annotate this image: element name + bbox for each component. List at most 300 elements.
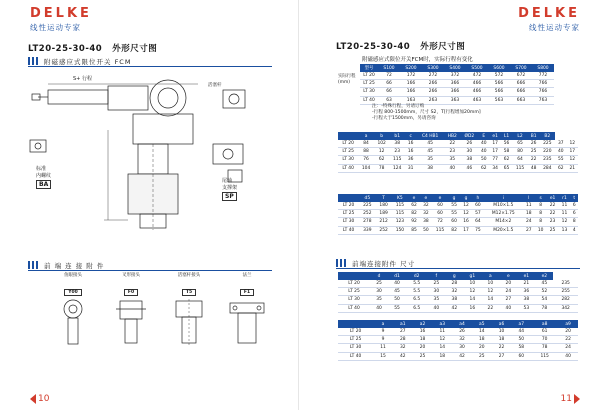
table-cell: 8: [570, 218, 578, 226]
table-cell: 366: [444, 80, 466, 88]
accessory-code: T5: [182, 289, 196, 296]
t5-body: [338, 328, 578, 360]
table-cell: 27: [499, 296, 517, 304]
table-cell: 11: [373, 344, 393, 352]
table-row: [338, 336, 578, 344]
table-cell: 26: [528, 140, 540, 148]
table-cell: LT 40: [360, 96, 378, 104]
table-cell: 12: [374, 148, 390, 156]
col-header: g: [445, 272, 463, 280]
table-cell: M20×1.5: [484, 226, 523, 234]
inner-thread-label: 内螺纹: [36, 173, 52, 179]
table-cell: 55: [448, 210, 460, 218]
page-title: [336, 40, 465, 52]
table-cell: 78: [535, 304, 553, 312]
page-number-left: [30, 394, 49, 404]
table-cell: 22: [528, 156, 540, 164]
left-page: [0, 0, 299, 410]
table-cell: 23: [444, 148, 461, 156]
table-row: [338, 296, 578, 304]
col-header: e1: [547, 194, 559, 202]
tail-support-label: 支撑架: [222, 185, 238, 191]
table-cell: 92: [408, 218, 420, 226]
table-cell: 115: [392, 202, 408, 210]
table-cell: 22: [558, 336, 578, 344]
table-cell: 12: [460, 202, 472, 210]
table-cell: 263: [422, 96, 444, 104]
std-thread-block: [36, 166, 51, 189]
table-cell: 62: [478, 164, 489, 172]
table-cell: 466: [466, 88, 488, 96]
table-cell: 166: [400, 88, 422, 96]
page-number-right: [561, 394, 580, 404]
section-header-accessory-dims: [336, 258, 580, 269]
brand-slogan: 线性运动专家: [30, 23, 81, 32]
table-cell: 16: [405, 148, 416, 156]
table-cell: 252: [375, 226, 391, 234]
table-cell: LT 25: [338, 336, 373, 344]
table-cell: 57: [472, 210, 484, 218]
col-header: [338, 132, 358, 140]
col-header: a5: [472, 320, 492, 328]
table-cell: LT 40: [338, 304, 370, 312]
table-header-row: [360, 64, 554, 72]
table-cell: 88: [358, 148, 374, 156]
table-cell: 24: [558, 344, 578, 352]
col-header: S600: [488, 64, 510, 72]
table-cell: 45: [535, 280, 553, 288]
table-cell: 666: [510, 80, 532, 88]
table-cell: 54: [535, 296, 553, 304]
table-row: [338, 352, 578, 360]
table-cell: 82: [408, 210, 420, 218]
table-cell: 60: [432, 210, 448, 218]
table-cell: 32: [393, 344, 413, 352]
table-cell: 563: [488, 96, 510, 104]
brand-logo: [30, 6, 92, 33]
table-cell: 40: [478, 148, 489, 156]
dimension-table-b: [338, 194, 578, 235]
table-cell: LT 30: [360, 88, 378, 96]
table-cell: 572: [488, 72, 510, 80]
table-cell: 40: [499, 304, 517, 312]
table-row: [338, 288, 578, 296]
table-cell: 115: [512, 164, 528, 172]
col-header: t: [570, 194, 578, 202]
col-header: a4: [452, 320, 472, 328]
table-cell: 463: [466, 96, 488, 104]
table-cell: 8: [535, 202, 547, 210]
table-cell: M10×1.5: [484, 202, 523, 210]
table-cell: 12: [460, 210, 472, 218]
table-cell: 22: [547, 202, 559, 210]
table-cell: 21: [517, 280, 535, 288]
accessory-code: F1: [240, 289, 254, 296]
table-cell: 339: [359, 226, 375, 234]
table-cell: 60: [432, 202, 448, 210]
table-cell: 38: [461, 156, 478, 164]
table-cell: LT 30: [338, 156, 358, 164]
t3-head: [338, 194, 578, 202]
table-cell: 17: [460, 226, 472, 234]
table-cell: 235: [553, 280, 578, 288]
table-cell: 166: [400, 80, 422, 88]
table-cell: 56: [501, 140, 512, 148]
table-cell: 466: [466, 80, 488, 88]
table-cell: 12: [432, 336, 452, 344]
table-row: [338, 226, 578, 234]
table-cell: 35: [416, 156, 444, 164]
table-cell: 115: [392, 210, 408, 218]
table-cell: 14: [472, 328, 492, 336]
table-cell: M12×1.75: [484, 210, 523, 218]
table-cell: 15: [373, 352, 393, 360]
table-cell: 28: [393, 336, 413, 344]
table-cell: 25: [528, 148, 540, 156]
table-cell: 104: [358, 164, 374, 172]
technical-drawing: [28, 70, 268, 240]
table-cell: 25: [547, 226, 559, 234]
table-cell: 16: [463, 304, 481, 312]
table-cell: 50: [478, 156, 489, 164]
t5-head: [338, 320, 578, 328]
col-header: a: [481, 272, 499, 280]
table-cell: 52: [535, 288, 553, 296]
table-cell: 21: [567, 164, 579, 172]
table-cell: 10: [481, 280, 499, 288]
table-cell: 27: [492, 352, 512, 360]
page-number-text: 10: [38, 394, 50, 404]
table-cell: 342: [553, 304, 578, 312]
table-row: [360, 80, 554, 88]
table-cell: 180: [375, 202, 391, 210]
table-cell: 11: [559, 202, 571, 210]
table-cell: 50: [511, 336, 531, 344]
table-cell: 123: [392, 218, 408, 226]
accessory-table-a: [338, 272, 578, 313]
table-cell: 62: [555, 164, 566, 172]
table-cell: 40: [427, 304, 445, 312]
table-cell: 45: [416, 148, 444, 156]
stroke-table: [338, 64, 554, 105]
col-header: a3: [432, 320, 452, 328]
table-cell: 35: [427, 296, 445, 304]
table-cell: 212: [375, 218, 391, 226]
table-cell: 12: [481, 288, 499, 296]
table-cell: 5.5: [406, 280, 427, 288]
col-header: a7: [511, 320, 531, 328]
table-cell: LT 25: [338, 210, 359, 218]
section-stripes-icon: [28, 261, 38, 269]
table-cell: 284: [540, 164, 556, 172]
table-cell: LT 20: [338, 280, 370, 288]
std-label: 标准: [36, 166, 47, 172]
col-header: e: [408, 194, 420, 202]
table-cell: 75: [472, 226, 484, 234]
col-header: a2: [413, 320, 433, 328]
table-row: [338, 164, 578, 172]
table-cell: 38: [445, 296, 463, 304]
page-arrow-right-icon: [574, 394, 580, 404]
table-cell: 20: [499, 280, 517, 288]
col-header: B1: [528, 132, 540, 140]
table-cell: 472: [466, 72, 488, 80]
col-header: g1: [463, 272, 481, 280]
table-cell: 30: [370, 288, 388, 296]
col-header: [338, 272, 370, 280]
t4-body: [338, 280, 578, 312]
table-cell: LT 20: [338, 140, 358, 148]
brand-slogan: 线性运动专家: [529, 23, 580, 32]
table-cell: 62: [374, 156, 390, 164]
table-cell: LT 25: [360, 80, 378, 88]
right-page: [302, 0, 600, 410]
table-cell: 50: [420, 226, 432, 234]
table-cell: 18: [432, 352, 452, 360]
col-header: S200: [400, 64, 422, 72]
section-title: 附磁感应式限位开关 FCM: [44, 57, 132, 66]
col-header: T: [375, 194, 391, 202]
table-cell: 10: [463, 280, 481, 288]
table-cell: 115: [531, 352, 558, 360]
section-stripes-icon: [28, 57, 38, 65]
col-header: g: [448, 194, 460, 202]
table-cell: 22: [444, 140, 461, 148]
notes-block: [372, 104, 481, 122]
table-cell: 6.5: [406, 304, 427, 312]
table-cell: 42: [445, 304, 463, 312]
table-cell: 38: [420, 218, 432, 226]
table-cell: 64: [512, 156, 528, 164]
table-cell: 72: [432, 218, 448, 226]
col-header: e: [432, 194, 448, 202]
col-header: e: [499, 272, 517, 280]
table-cell: 6: [570, 210, 578, 218]
table-cell: 36: [517, 288, 535, 296]
accessory-row: [50, 272, 270, 353]
table-cell: 12: [567, 140, 579, 148]
table-cell: 10: [535, 226, 547, 234]
table-cell: 9: [373, 336, 393, 344]
table-cell: 666: [510, 88, 532, 96]
tail-label: 尾轴: [222, 178, 233, 184]
col-header: E: [478, 132, 489, 140]
table-cell: LT 25: [338, 288, 370, 296]
section-stripes-icon: [336, 259, 346, 267]
table-cell: 20: [558, 328, 578, 336]
col-header: L2: [512, 132, 528, 140]
flange-icon: [224, 297, 270, 349]
table-cell: LT 20: [338, 202, 359, 210]
table-cell: 16: [413, 328, 433, 336]
table-cell: 278: [359, 218, 375, 226]
table-row: [338, 202, 578, 210]
table-cell: 44: [511, 328, 531, 336]
col-header: b: [374, 132, 390, 140]
table-cell: 272: [422, 72, 444, 80]
accessory-item-flange: [224, 272, 270, 353]
t4-head: [338, 272, 578, 280]
table-cell: 60: [472, 202, 484, 210]
table-cell: 40: [478, 140, 489, 148]
col-header: 型号: [360, 64, 378, 72]
table-cell: 65: [501, 164, 512, 172]
brand-name: DELKE: [30, 6, 92, 21]
table-cell: 40: [444, 164, 461, 172]
sp-code-box: SP: [222, 192, 237, 201]
table-cell: 60: [448, 218, 460, 226]
table-cell: 225: [359, 202, 375, 210]
table1-caption: 附磁感应式限位开关FCM时，实际行程有变化: [362, 57, 473, 63]
table-cell: 11: [559, 210, 571, 218]
table-cell: 672: [510, 72, 532, 80]
table-cell: 32: [420, 202, 432, 210]
table-cell: 55: [555, 156, 566, 164]
table-cell: 85: [408, 226, 420, 234]
table-cell: 82: [448, 226, 460, 234]
col-header: K5: [392, 194, 408, 202]
stroke-row-label: 实际行程(mm): [338, 74, 356, 85]
table-cell: 220: [540, 148, 556, 156]
section-title: 前端连接附件 尺寸: [352, 259, 416, 268]
table-cell: 225: [540, 140, 556, 148]
table-cell: 53: [517, 304, 535, 312]
table-cell: 16: [405, 140, 416, 148]
table-cell: 40: [558, 352, 578, 360]
accessory-name: 活塞杆接头: [177, 273, 201, 278]
t2-body: [338, 140, 578, 172]
table-row: [338, 304, 578, 312]
accessory-item-fork: [108, 272, 154, 353]
table-row: [360, 88, 554, 96]
table-cell: 38: [416, 164, 444, 172]
ba-code-box: BA: [36, 180, 51, 189]
table-cell: 363: [444, 96, 466, 104]
page-arrow-left-icon: [30, 394, 36, 404]
table-cell: 65: [512, 140, 528, 148]
table-row: [338, 218, 578, 226]
table-cell: 5.5: [406, 288, 427, 296]
col-header: S100: [378, 64, 400, 72]
table-cell: 32: [445, 288, 463, 296]
fisheye-joint-icon: [50, 297, 96, 349]
table-cell: 32: [420, 210, 432, 218]
table-cell: 35: [444, 156, 461, 164]
table-cell: 14: [432, 344, 452, 352]
col-header: d5: [359, 194, 375, 202]
table-cell: 48: [528, 164, 540, 172]
table-cell: 45: [416, 140, 444, 148]
table-row: [338, 210, 578, 218]
dimension-table-a: [338, 132, 578, 173]
rod-label: 活塞杆: [208, 83, 222, 88]
accessory-code: Y00: [64, 289, 82, 296]
table-row: [338, 280, 578, 288]
col-header: a9: [558, 320, 578, 328]
table-cell: 6.5: [406, 296, 427, 304]
table-cell: 63: [378, 96, 400, 104]
model-title: LT20-25-30-40: [336, 42, 411, 52]
table-cell: 163: [400, 96, 422, 104]
col-header: e1: [517, 272, 535, 280]
table-cell: 40: [370, 304, 388, 312]
title-cn: 外形尺寸图: [112, 44, 158, 54]
accessory-item-fisheye: [50, 272, 96, 353]
table-cell: LT 40: [338, 164, 358, 172]
table-cell: 25: [472, 352, 492, 360]
table-cell: 42: [393, 352, 413, 360]
table-row: [338, 156, 578, 164]
table-cell: 13: [559, 226, 571, 234]
table-cell: 772: [532, 72, 554, 80]
table-cell: 282: [553, 296, 578, 304]
note-line: -行程大于1500mm，另请咨询: [372, 116, 436, 121]
page-title: [28, 42, 157, 54]
table-cell: 18: [413, 336, 433, 344]
table-cell: 20: [472, 344, 492, 352]
accessory-table-b: [338, 320, 578, 361]
col-header: a: [373, 320, 393, 328]
table-cell: 70: [531, 336, 558, 344]
table-row: [338, 344, 578, 352]
table-cell: 76: [358, 156, 374, 164]
col-header: d2: [406, 272, 427, 280]
col-header: L1: [501, 132, 512, 140]
table-cell: 20: [413, 344, 433, 352]
table-cell: 12: [567, 156, 579, 164]
col-header: S700: [510, 64, 532, 72]
col-header: a8: [531, 320, 558, 328]
table-cell: 60: [511, 352, 531, 360]
table-cell: 255: [553, 288, 578, 296]
table-cell: 172: [400, 72, 422, 80]
table-cell: 366: [444, 88, 466, 96]
table-cell: 27: [393, 328, 413, 336]
t1-body: [360, 72, 554, 104]
table-cell: 115: [389, 156, 405, 164]
table-cell: 4: [570, 226, 578, 234]
table-cell: 266: [422, 80, 444, 88]
accessory-name: 叉形接头: [122, 273, 140, 278]
accessory-item-rod-joint: [166, 272, 212, 353]
table-row: [338, 140, 578, 148]
table-cell: 38: [517, 296, 535, 304]
rod-joint-icon: [166, 297, 212, 349]
table-cell: 40: [388, 280, 406, 288]
table-cell: 766: [532, 88, 554, 96]
table-cell: 6: [570, 202, 578, 210]
brand-logo: [518, 6, 580, 33]
model-title: LT20-25-30-40: [28, 44, 103, 54]
table-cell: 9: [373, 328, 393, 336]
table-cell: 18: [472, 336, 492, 344]
table-cell: 40: [555, 148, 566, 156]
table-cell: 23: [547, 218, 559, 226]
col-header: b1: [389, 132, 405, 140]
table-cell: LT 40: [338, 226, 359, 234]
table-cell: 28: [445, 280, 463, 288]
table-cell: 84: [358, 140, 374, 148]
table-cell: 35: [370, 296, 388, 304]
table-cell: 372: [444, 72, 466, 80]
table-cell: 58: [511, 344, 531, 352]
table-cell: 55: [448, 202, 460, 210]
col-header: B2: [540, 132, 556, 140]
col-header: HB2: [444, 132, 461, 140]
table-cell: 124: [389, 164, 405, 172]
table-cell: 25: [427, 280, 445, 288]
accessory-code: F0: [124, 289, 138, 296]
